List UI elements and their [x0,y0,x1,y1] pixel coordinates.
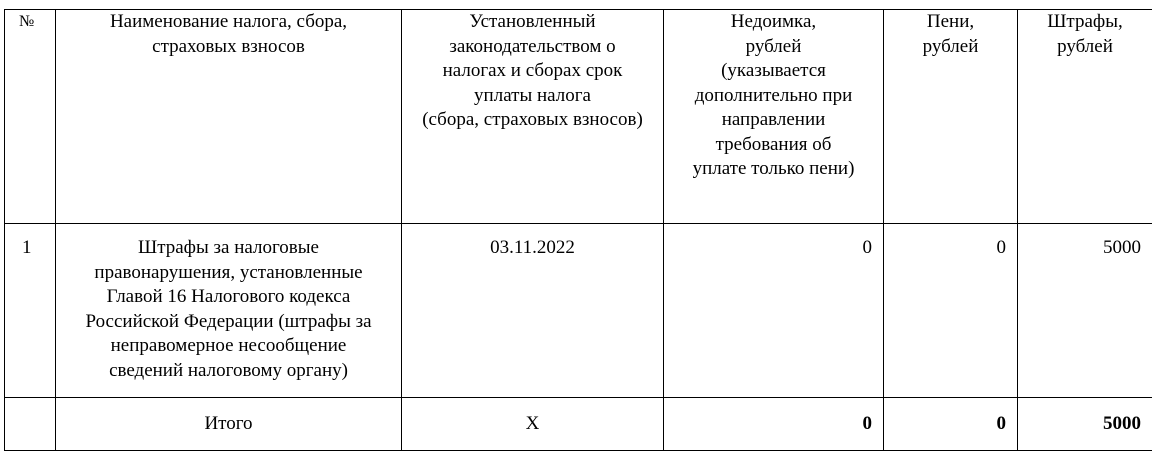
tax-arrears-table [4,9,1152,451]
total-number [5,398,56,451]
row-tax-name: Штрафы за налоговые правонарушения, установленные Главой 16 Налогового кодекса Российской Федерации (штрафы за неправомерное несообщение сведений налоговому органу) [56,224,402,398]
row-penalties: 0 [884,224,1018,398]
header-penalties: Пени, рублей [884,10,1018,224]
row-number: 1 [5,224,56,398]
total-fines: 5000 [1018,398,1152,451]
header-arrears: Недоимка, рублей (указывается дополнительно при направлении требования об уплате только пени) [664,10,884,224]
header-number: № [5,10,56,224]
total-penalties: 0 [884,398,1018,451]
total-label: Итого [56,398,402,451]
total-arrears: 0 [664,398,884,451]
header-fines: Штрафы, рублей [1018,10,1152,224]
total-deadline: X [402,398,664,451]
header-payment-deadline: Установленный законодательством о налогах и сборах срок уплаты налога (сбора, страховых взносов) [402,10,664,224]
table-header-row [5,10,1152,224]
row-fines: 5000 [1018,224,1152,398]
table-total-row [5,398,1152,451]
row-payment-deadline: 03.11.2022 [402,224,664,398]
header-tax-name: Наименование налога, сбора, страховых взносов [56,10,402,224]
row-arrears: 0 [664,224,884,398]
table-row [5,224,1152,398]
